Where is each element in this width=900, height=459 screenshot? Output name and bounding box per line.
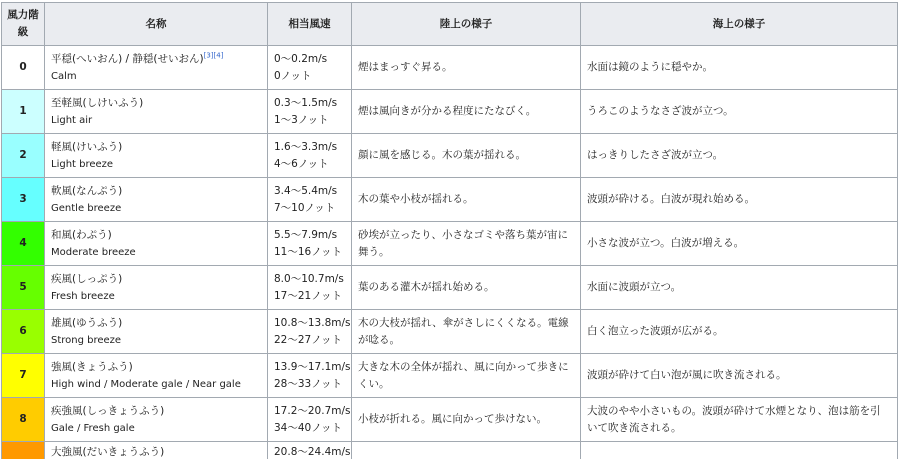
wind-speed-cell — [268, 266, 352, 310]
wind-name-japanese — [51, 95, 261, 112]
wind-speed-knots: 28〜33ノット — [274, 377, 342, 390]
wind-speed-knots: 1〜3ノット — [274, 113, 329, 126]
wind-name-japanese — [51, 271, 261, 288]
wind-speed-ms: 0〜0.2m/s — [274, 52, 328, 65]
wind-name-english: High wind / Moderate gale / Near gale — [51, 378, 241, 390]
wind-name-english: Calm — [51, 70, 77, 82]
wind-name-cell — [45, 442, 268, 459]
wind-name-japanese — [51, 183, 261, 200]
wind-name-english: Strong breeze — [51, 334, 122, 346]
wind-name-cell — [45, 46, 268, 90]
wind-speed-ms: 5.5〜7.9m/s — [274, 228, 338, 241]
wind-name-japanese-text: 疾風(しっぷう) — [51, 272, 123, 285]
header-speed: 相当風速 — [268, 3, 352, 46]
wind-level-cell — [2, 442, 45, 459]
land-description-cell: 木の大枝が揺れ、傘がさしにくくなる。電線が唸る。 — [352, 310, 581, 354]
wind-name-japanese — [51, 51, 261, 68]
beaufort-scale-table — [1, 2, 898, 459]
table-row — [2, 354, 898, 398]
wind-speed-knots: 17〜21ノット — [274, 289, 342, 302]
wind-name-japanese-text: 至軽風(しけいふう) — [51, 96, 144, 109]
wind-speed-ms: 1.6〜3.3m/s — [274, 140, 338, 153]
wind-speed-ms: 8.0〜10.7m/s — [274, 272, 344, 285]
land-description-cell: 木の葉や小枝が揺れる。 — [352, 178, 581, 222]
wind-name-english: Light air — [51, 114, 93, 126]
wind-name-cell — [45, 90, 268, 134]
wind-level-cell: 0 — [2, 46, 45, 90]
wind-level-cell: 8 — [2, 398, 45, 442]
header-level: 風力階級 — [2, 3, 45, 46]
wind-level-cell: 2 — [2, 134, 45, 178]
wind-speed-knots: 34〜40ノット — [274, 421, 342, 434]
wind-name-cell — [45, 266, 268, 310]
table-row — [2, 134, 898, 178]
citation-link[interactable]: [3][4] — [203, 51, 224, 59]
table-row — [2, 442, 898, 459]
land-description-cell: 小枝が折れる。風に向かって歩けない。 — [352, 398, 581, 442]
table-row — [2, 310, 898, 354]
sea-description-cell: 小さな波が立つ。白波が増える。 — [581, 222, 898, 266]
wind-name-cell — [45, 178, 268, 222]
wind-name-japanese-text: 平穏(へいおん) / 静穏(せいおん) — [51, 52, 204, 65]
wind-name-english: Moderate breeze — [51, 246, 136, 258]
land-description-cell: 顔に風を感じる。木の葉が揺れる。 — [352, 134, 581, 178]
header-name: 名称 — [45, 3, 268, 46]
wind-name-japanese — [51, 359, 261, 376]
sea-description-cell: はっきりしたさざ波が立つ。 — [581, 134, 898, 178]
wind-name-japanese-text: 和風(わぷう) — [51, 228, 112, 241]
sea-description-cell — [581, 442, 898, 459]
wind-name-japanese-text: 大強風(だいきょうふう) — [51, 446, 165, 458]
wind-name-japanese — [51, 403, 261, 420]
land-description-cell: 煙は風向きが分かる程度にたなびく。 — [352, 90, 581, 134]
table-row — [2, 222, 898, 266]
wind-speed-knots: 0ノット — [274, 69, 312, 82]
wind-name-japanese — [51, 444, 261, 459]
wind-speed-ms: 20.8〜24.4m/s — [274, 446, 351, 458]
wind-name-cell — [45, 354, 268, 398]
wind-name-cell — [45, 134, 268, 178]
wind-speed-knots: 7〜10ノット — [274, 201, 336, 214]
sea-description-cell: うろこのようなさざ波が立つ。 — [581, 90, 898, 134]
wind-speed-cell — [268, 442, 352, 459]
wind-name-japanese — [51, 227, 261, 244]
wind-speed-cell — [268, 134, 352, 178]
wind-speed-cell — [268, 178, 352, 222]
wind-name-cell — [45, 222, 268, 266]
wind-name-japanese — [51, 139, 261, 156]
wind-name-english: Light breeze — [51, 158, 114, 170]
table-header-row — [2, 3, 898, 46]
wind-speed-knots: 11〜16ノット — [274, 245, 342, 258]
table-row — [2, 266, 898, 310]
table-row — [2, 90, 898, 134]
wind-name-english: Gale / Fresh gale — [51, 422, 135, 434]
wind-speed-cell — [268, 398, 352, 442]
table-row — [2, 398, 898, 442]
land-description-cell: 砂埃が立ったり、小さなゴミや落ち葉が宙に舞う。 — [352, 222, 581, 266]
wind-name-japanese-text: 軽風(けいふう) — [51, 140, 123, 153]
land-description-cell: 葉のある灌木が揺れ始める。 — [352, 266, 581, 310]
header-land: 陸上の様子 — [352, 3, 581, 46]
wind-level-cell: 3 — [2, 178, 45, 222]
wind-name-english: Gentle breeze — [51, 202, 122, 214]
wind-speed-cell — [268, 354, 352, 398]
wind-speed-ms: 3.4〜5.4m/s — [274, 184, 338, 197]
wind-name-japanese-text: 疾強風(しっきょうふう) — [51, 404, 165, 417]
wind-name-japanese — [51, 315, 261, 332]
wind-speed-knots: 22〜27ノット — [274, 333, 342, 346]
land-description-cell — [352, 442, 581, 459]
wind-speed-ms: 17.2〜20.7m/s — [274, 404, 351, 417]
wind-speed-cell — [268, 90, 352, 134]
wind-level-cell: 5 — [2, 266, 45, 310]
wind-speed-ms: 13.9〜17.1m/s — [274, 360, 351, 373]
wind-name-cell — [45, 310, 268, 354]
wind-speed-ms: 10.8〜13.8m/s — [274, 316, 351, 329]
wind-level-cell: 6 — [2, 310, 45, 354]
sea-description-cell: 波頭が砕ける。白波が現れ始める。 — [581, 178, 898, 222]
table-row — [2, 178, 898, 222]
header-sea: 海上の様子 — [581, 3, 898, 46]
sea-description-cell: 水面は鏡のように穏やか。 — [581, 46, 898, 90]
land-description-cell: 煙はまっすぐ昇る。 — [352, 46, 581, 90]
wind-name-japanese-text: 強風(きょうふう) — [51, 360, 133, 373]
wind-speed-cell — [268, 46, 352, 90]
sea-description-cell: 水面に波頭が立つ。 — [581, 266, 898, 310]
wind-speed-ms: 0.3〜1.5m/s — [274, 96, 338, 109]
wind-level-cell: 4 — [2, 222, 45, 266]
wind-name-japanese-text: 雄風(ゆうふう) — [51, 316, 123, 329]
wind-level-cell: 7 — [2, 354, 45, 398]
table-body — [2, 46, 898, 459]
wind-speed-knots: 4〜6ノット — [274, 157, 329, 170]
land-description-cell: 大きな木の全体が揺れ、風に向かって歩きにくい。 — [352, 354, 581, 398]
sea-description-cell: 大波のやや小さいもの。波頭が砕けて水煙となり、泡は筋を引いて吹き流される。 — [581, 398, 898, 442]
wind-name-cell — [45, 398, 268, 442]
wind-speed-cell — [268, 222, 352, 266]
wind-name-japanese-text: 軟風(なんぷう) — [51, 184, 123, 197]
sea-description-cell: 白く泡立った波頭が広がる。 — [581, 310, 898, 354]
wind-level-cell: 1 — [2, 90, 45, 134]
table-row — [2, 46, 898, 90]
sea-description-cell: 波頭が砕けて白い泡が風に吹き流される。 — [581, 354, 898, 398]
wind-name-english: Fresh breeze — [51, 290, 115, 302]
wind-speed-cell — [268, 310, 352, 354]
